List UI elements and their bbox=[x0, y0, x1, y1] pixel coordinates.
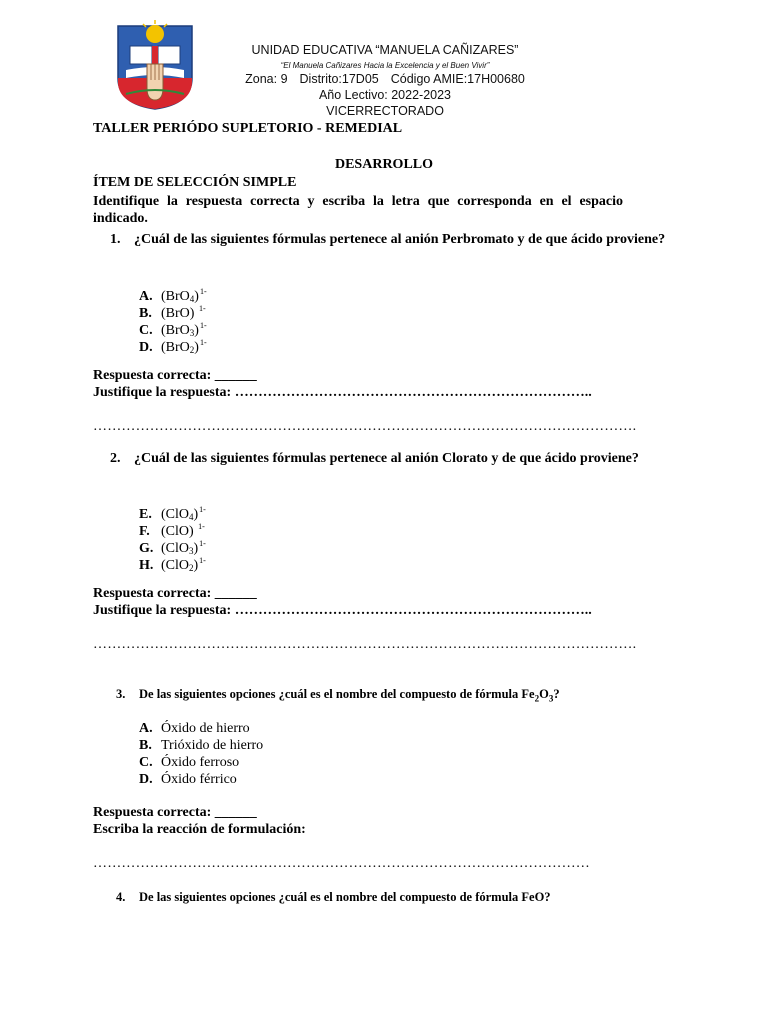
formula-charge: 1- bbox=[198, 304, 206, 313]
worksheet-title: TALLER PERIÓDO SUPLETORIO - REMEDIAL bbox=[93, 121, 403, 136]
formula-close: ) bbox=[189, 524, 194, 539]
question-1-justify-line[interactable]: Justifique la respuesta: ………………………………………………………………….. bbox=[93, 385, 592, 400]
option-letter: E. bbox=[139, 507, 152, 522]
formula-close: ) bbox=[194, 340, 199, 355]
formula-close: ) bbox=[193, 507, 199, 522]
formula-base: (BrO bbox=[161, 306, 190, 321]
question-3-number: 3. bbox=[116, 687, 126, 701]
question-3-option-b bbox=[139, 737, 263, 754]
question-3-answer-blank[interactable]: Respuesta correcta: ______ bbox=[93, 805, 257, 820]
formula-close: ) bbox=[193, 541, 199, 556]
school-motto: “El Manuela Cañizares Hacia la Excelencia y el Buen Vivir” bbox=[280, 61, 490, 70]
amie-code: Código AMIE:17H00680 bbox=[390, 72, 525, 86]
question-1-number: 1. bbox=[110, 232, 121, 247]
option-letter: F. bbox=[139, 524, 150, 539]
question-3-option-a bbox=[139, 720, 250, 737]
formula-close: ) bbox=[193, 558, 199, 573]
question-4-text: De las siguientes opciones ¿cuál es el nombre del compuesto de fórmula FeO? bbox=[139, 890, 551, 904]
formula-close: ) bbox=[194, 323, 199, 338]
question-1-answer-blank[interactable]: Respuesta correcta: ______ bbox=[93, 368, 257, 383]
option-text: Óxido ferroso bbox=[161, 755, 240, 770]
formula-charge: 1- bbox=[199, 338, 207, 347]
formula-charge: 1- bbox=[198, 522, 205, 531]
option-letter: G. bbox=[139, 541, 154, 556]
question-2-text: ¿Cuál de las siguientes fórmulas pertenece al anión Clorato y de que ácido proviene? bbox=[134, 451, 639, 466]
formula-charge: 1- bbox=[199, 321, 207, 330]
formula-base: (ClO bbox=[161, 541, 189, 556]
question-4-number: 4. bbox=[116, 890, 126, 904]
option-text: Trióxido de hierro bbox=[161, 738, 264, 753]
formula-close: ) bbox=[194, 289, 199, 304]
formula-subscript: 4 bbox=[189, 294, 195, 304]
question-3-writing-line[interactable]: …………………………………………………………………………………………… bbox=[93, 856, 590, 871]
item-type-heading: ÍTEM DE SELECCIÓN SIMPLE bbox=[93, 175, 297, 190]
option-letter: B. bbox=[139, 738, 152, 753]
question-2-option-h bbox=[139, 552, 206, 577]
option-letter: C. bbox=[139, 755, 153, 770]
option-letter: D. bbox=[139, 772, 153, 787]
formula-charge: 1- bbox=[199, 505, 206, 514]
academic-year: Año Lectivo: 2022-2023 bbox=[318, 88, 452, 102]
formula-subscript: 3 bbox=[189, 328, 195, 338]
formula-subscript: 3 bbox=[189, 546, 194, 556]
formula-subscript: 2 bbox=[189, 345, 195, 355]
section-heading: DESARROLLO bbox=[334, 157, 434, 172]
formula-charge: 1- bbox=[199, 287, 207, 296]
question-3-option-d bbox=[139, 771, 237, 788]
question-1-option-d bbox=[139, 334, 207, 359]
option-text: Óxido férrico bbox=[161, 772, 237, 787]
formula-charge: 1- bbox=[199, 539, 206, 548]
school-name: UNIDAD EDUCATIVA “MANUELA CAÑIZARES” bbox=[251, 43, 519, 57]
instructions: Identifique la respuesta correcta y escriba la letra que corresponda en el espacio indicado. bbox=[93, 194, 623, 226]
option-letter: A. bbox=[139, 289, 153, 304]
question-2-writing-line[interactable]: ……………………………………………………………………………………………………. bbox=[93, 637, 637, 652]
question-3-reaction-label: Escriba la reacción de formulación: bbox=[93, 822, 306, 837]
option-text: Óxido de hierro bbox=[161, 721, 250, 736]
formula-base: (BrO bbox=[161, 340, 190, 355]
formula-base: (BrO bbox=[161, 289, 190, 304]
zone-label: Zona: 9 bbox=[245, 72, 288, 86]
question-2-number: 2. bbox=[110, 451, 121, 466]
formula-base: (ClO bbox=[161, 558, 189, 573]
question-2-justify-line[interactable]: Justifique la respuesta: ………………………………………………………………….. bbox=[93, 603, 592, 618]
option-letter: C. bbox=[139, 323, 153, 338]
question-3-option-c bbox=[139, 754, 239, 771]
option-letter: A. bbox=[139, 721, 153, 736]
formula-close: ) bbox=[189, 306, 195, 321]
question-1-text: ¿Cuál de las siguientes fórmulas pertenece al anión Perbromato y de que ácido proviene? bbox=[134, 232, 666, 247]
option-letter: H. bbox=[139, 558, 154, 573]
option-letter: D. bbox=[139, 340, 153, 355]
office-name: VICERRECTORADO bbox=[326, 104, 444, 118]
question-3-text: De las siguientes opciones ¿cuál es el nombre del compuesto de fórmula $Fe_2O_3$? bbox=[139, 687, 560, 704]
formula-subscript: 2 bbox=[189, 563, 194, 573]
formula-charge: 1- bbox=[199, 556, 206, 565]
formula-subscript: 4 bbox=[189, 512, 194, 522]
formula-base: (ClO bbox=[161, 507, 189, 522]
option-letter: B. bbox=[139, 306, 152, 321]
formula-base: (BrO bbox=[161, 323, 190, 338]
formula-base: (ClO bbox=[161, 524, 189, 539]
district-label: Distrito:17D05 bbox=[299, 72, 379, 86]
school-codes bbox=[180, 72, 590, 86]
question-2-answer-blank[interactable]: Respuesta correcta: ______ bbox=[93, 586, 257, 601]
question-1-writing-line[interactable]: ……………………………………………………………………………………………………. bbox=[93, 419, 637, 434]
